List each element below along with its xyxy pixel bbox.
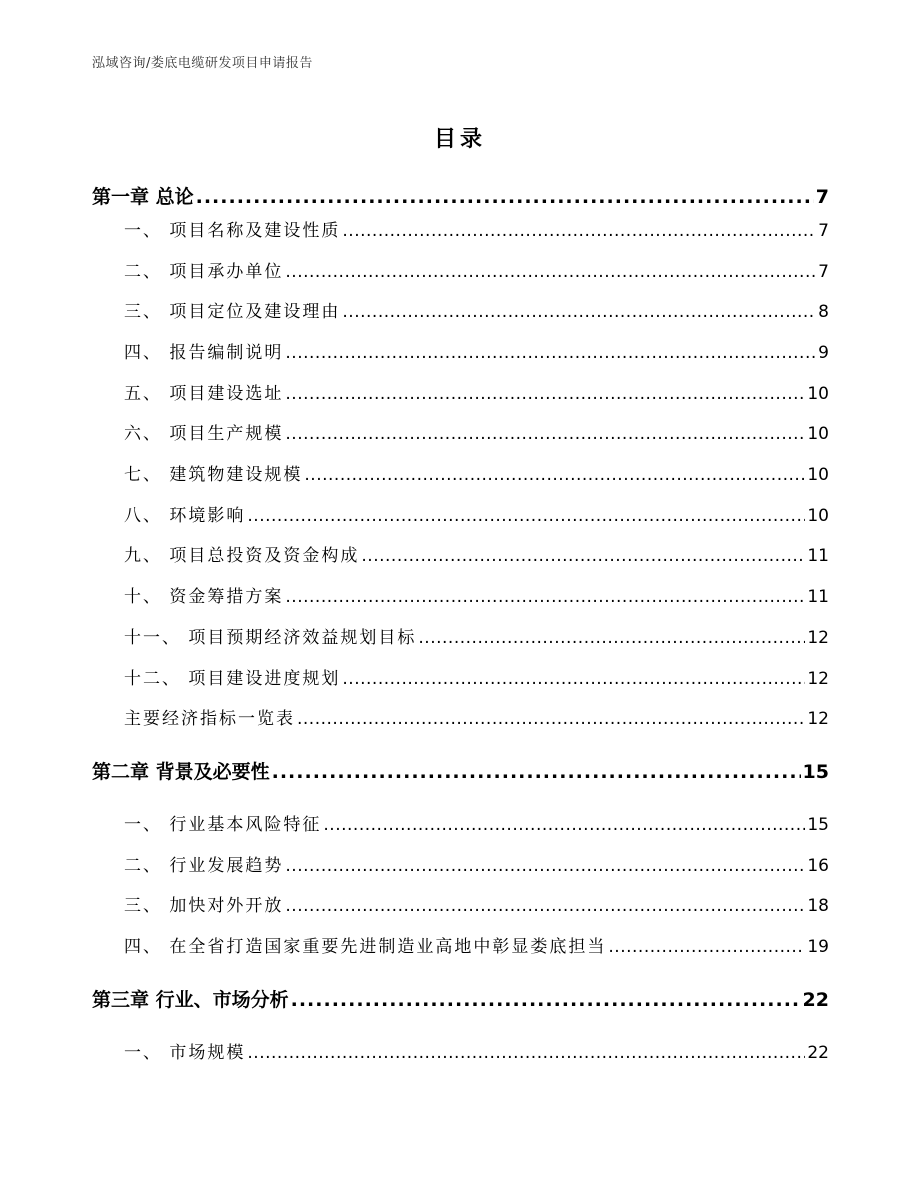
toc-page-number: 11	[807, 587, 829, 608]
toc-entry-label: 四、 在全省打造国家重要先进制造业高地中彰显娄底担当	[124, 936, 607, 957]
toc-entry-label: 五、 项目建设选址	[124, 383, 284, 404]
toc-entry-label: 一、 行业基本风险特征	[124, 814, 322, 835]
toc-section-entry[interactable]	[92, 805, 829, 846]
toc-entry-label: 三、 加快对外开放	[124, 896, 284, 917]
toc-title: 目录	[433, 127, 486, 152]
toc-page-number: 15	[802, 760, 829, 783]
toc-page-number: 10	[807, 465, 829, 486]
toc-entry-label: 第一章 总论	[92, 186, 194, 208]
toc-page-number: 10	[807, 505, 829, 526]
toc-entry-label: 一、 项目名称及建设性质	[124, 220, 341, 241]
toc-entry-label: 一、 市场规模	[124, 1042, 246, 1063]
dot-leader	[285, 577, 805, 618]
toc-entry-label: 第三章 行业、市场分析	[92, 988, 289, 1011]
toc-section-entry[interactable]	[92, 699, 829, 740]
toc-entry-label: 六、 项目生产规模	[124, 424, 284, 445]
toc-entry-label: 三、 项目定位及建设理由	[124, 302, 341, 323]
toc-section-entry[interactable]	[92, 333, 829, 374]
toc-entry-label: 十、 资金筹措方案	[124, 587, 284, 608]
toc-page-number: 12	[807, 627, 829, 648]
toc-page-number: 12	[807, 709, 829, 730]
dot-leader	[285, 414, 805, 455]
dot-leader	[196, 183, 814, 211]
dot-leader	[272, 758, 801, 786]
toc-page-number: 22	[802, 988, 829, 1011]
toc-section-entry[interactable]	[92, 537, 829, 578]
toc-page-number: 16	[807, 855, 829, 876]
dot-leader	[285, 846, 805, 887]
toc-section-entry[interactable]	[92, 886, 829, 927]
dot-leader	[291, 986, 801, 1014]
toc-chapter-entry[interactable]	[92, 758, 829, 786]
toc-section-entry[interactable]	[92, 211, 829, 252]
toc-page-number: 7	[815, 186, 829, 208]
toc-section-entry[interactable]	[92, 846, 829, 887]
dot-leader	[361, 536, 805, 577]
toc-section-entry[interactable]	[92, 374, 829, 415]
toc-entry-label: 二、 项目承办单位	[124, 261, 284, 282]
dot-leader	[608, 927, 805, 968]
toc-page-number: 10	[807, 424, 829, 445]
toc-page-number: 15	[807, 814, 829, 835]
dot-leader	[285, 374, 805, 415]
dot-leader	[247, 1033, 805, 1074]
toc-entry-label: 主要经济指标一览表	[124, 709, 295, 730]
toc-entry-label: 十一、 项目预期经济效益规划目标	[124, 627, 417, 648]
toc-entry-label: 八、 环境影响	[124, 505, 246, 526]
toc-section-entry[interactable]	[92, 414, 829, 455]
dot-leader	[342, 292, 816, 333]
dot-leader	[323, 805, 805, 846]
toc-entry-label: 十二、 项目建设进度规划	[124, 668, 341, 689]
toc-chapter-entry[interactable]	[92, 183, 829, 211]
toc-page-number: 9	[818, 343, 829, 364]
toc-page-number: 7	[818, 220, 829, 241]
dot-leader	[342, 659, 805, 700]
dot-leader	[247, 496, 805, 537]
running-header: 泓域咨询/娄底电缆研发项目申请报告	[92, 56, 313, 71]
toc-page-number: 22	[807, 1042, 829, 1063]
toc-section-entry[interactable]	[92, 577, 829, 618]
toc-section-entry[interactable]	[92, 1033, 829, 1074]
toc-entry-label: 二、 行业发展趋势	[124, 855, 284, 876]
toc-page-number: 12	[807, 668, 829, 689]
dot-leader	[285, 886, 805, 927]
dot-leader	[342, 211, 816, 252]
dot-leader	[285, 252, 816, 293]
toc-page-number: 18	[807, 896, 829, 917]
table-of-contents	[92, 183, 829, 1073]
toc-section-entry[interactable]	[92, 252, 829, 293]
toc-section-entry[interactable]	[92, 927, 829, 968]
toc-page-number: 11	[807, 546, 829, 567]
toc-section-entry[interactable]	[92, 292, 829, 333]
toc-section-entry[interactable]	[92, 455, 829, 496]
toc-chapter-entry[interactable]	[92, 986, 829, 1014]
dot-leader	[297, 699, 805, 740]
toc-page-number: 8	[818, 302, 829, 323]
toc-page-number: 19	[807, 936, 829, 957]
dot-leader	[418, 618, 805, 659]
toc-entry-label: 七、 建筑物建设规模	[124, 465, 303, 486]
toc-section-entry[interactable]	[92, 659, 829, 700]
toc-entry-label: 四、 报告编制说明	[124, 343, 284, 364]
toc-section-entry[interactable]	[92, 618, 829, 659]
toc-page-number: 7	[818, 261, 829, 282]
toc-entry-label: 九、 项目总投资及资金构成	[124, 546, 360, 567]
dot-leader	[285, 333, 816, 374]
toc-section-entry[interactable]	[92, 496, 829, 537]
toc-page-number: 10	[807, 383, 829, 404]
toc-entry-label: 第二章 背景及必要性	[92, 760, 270, 783]
dot-leader	[304, 455, 805, 496]
